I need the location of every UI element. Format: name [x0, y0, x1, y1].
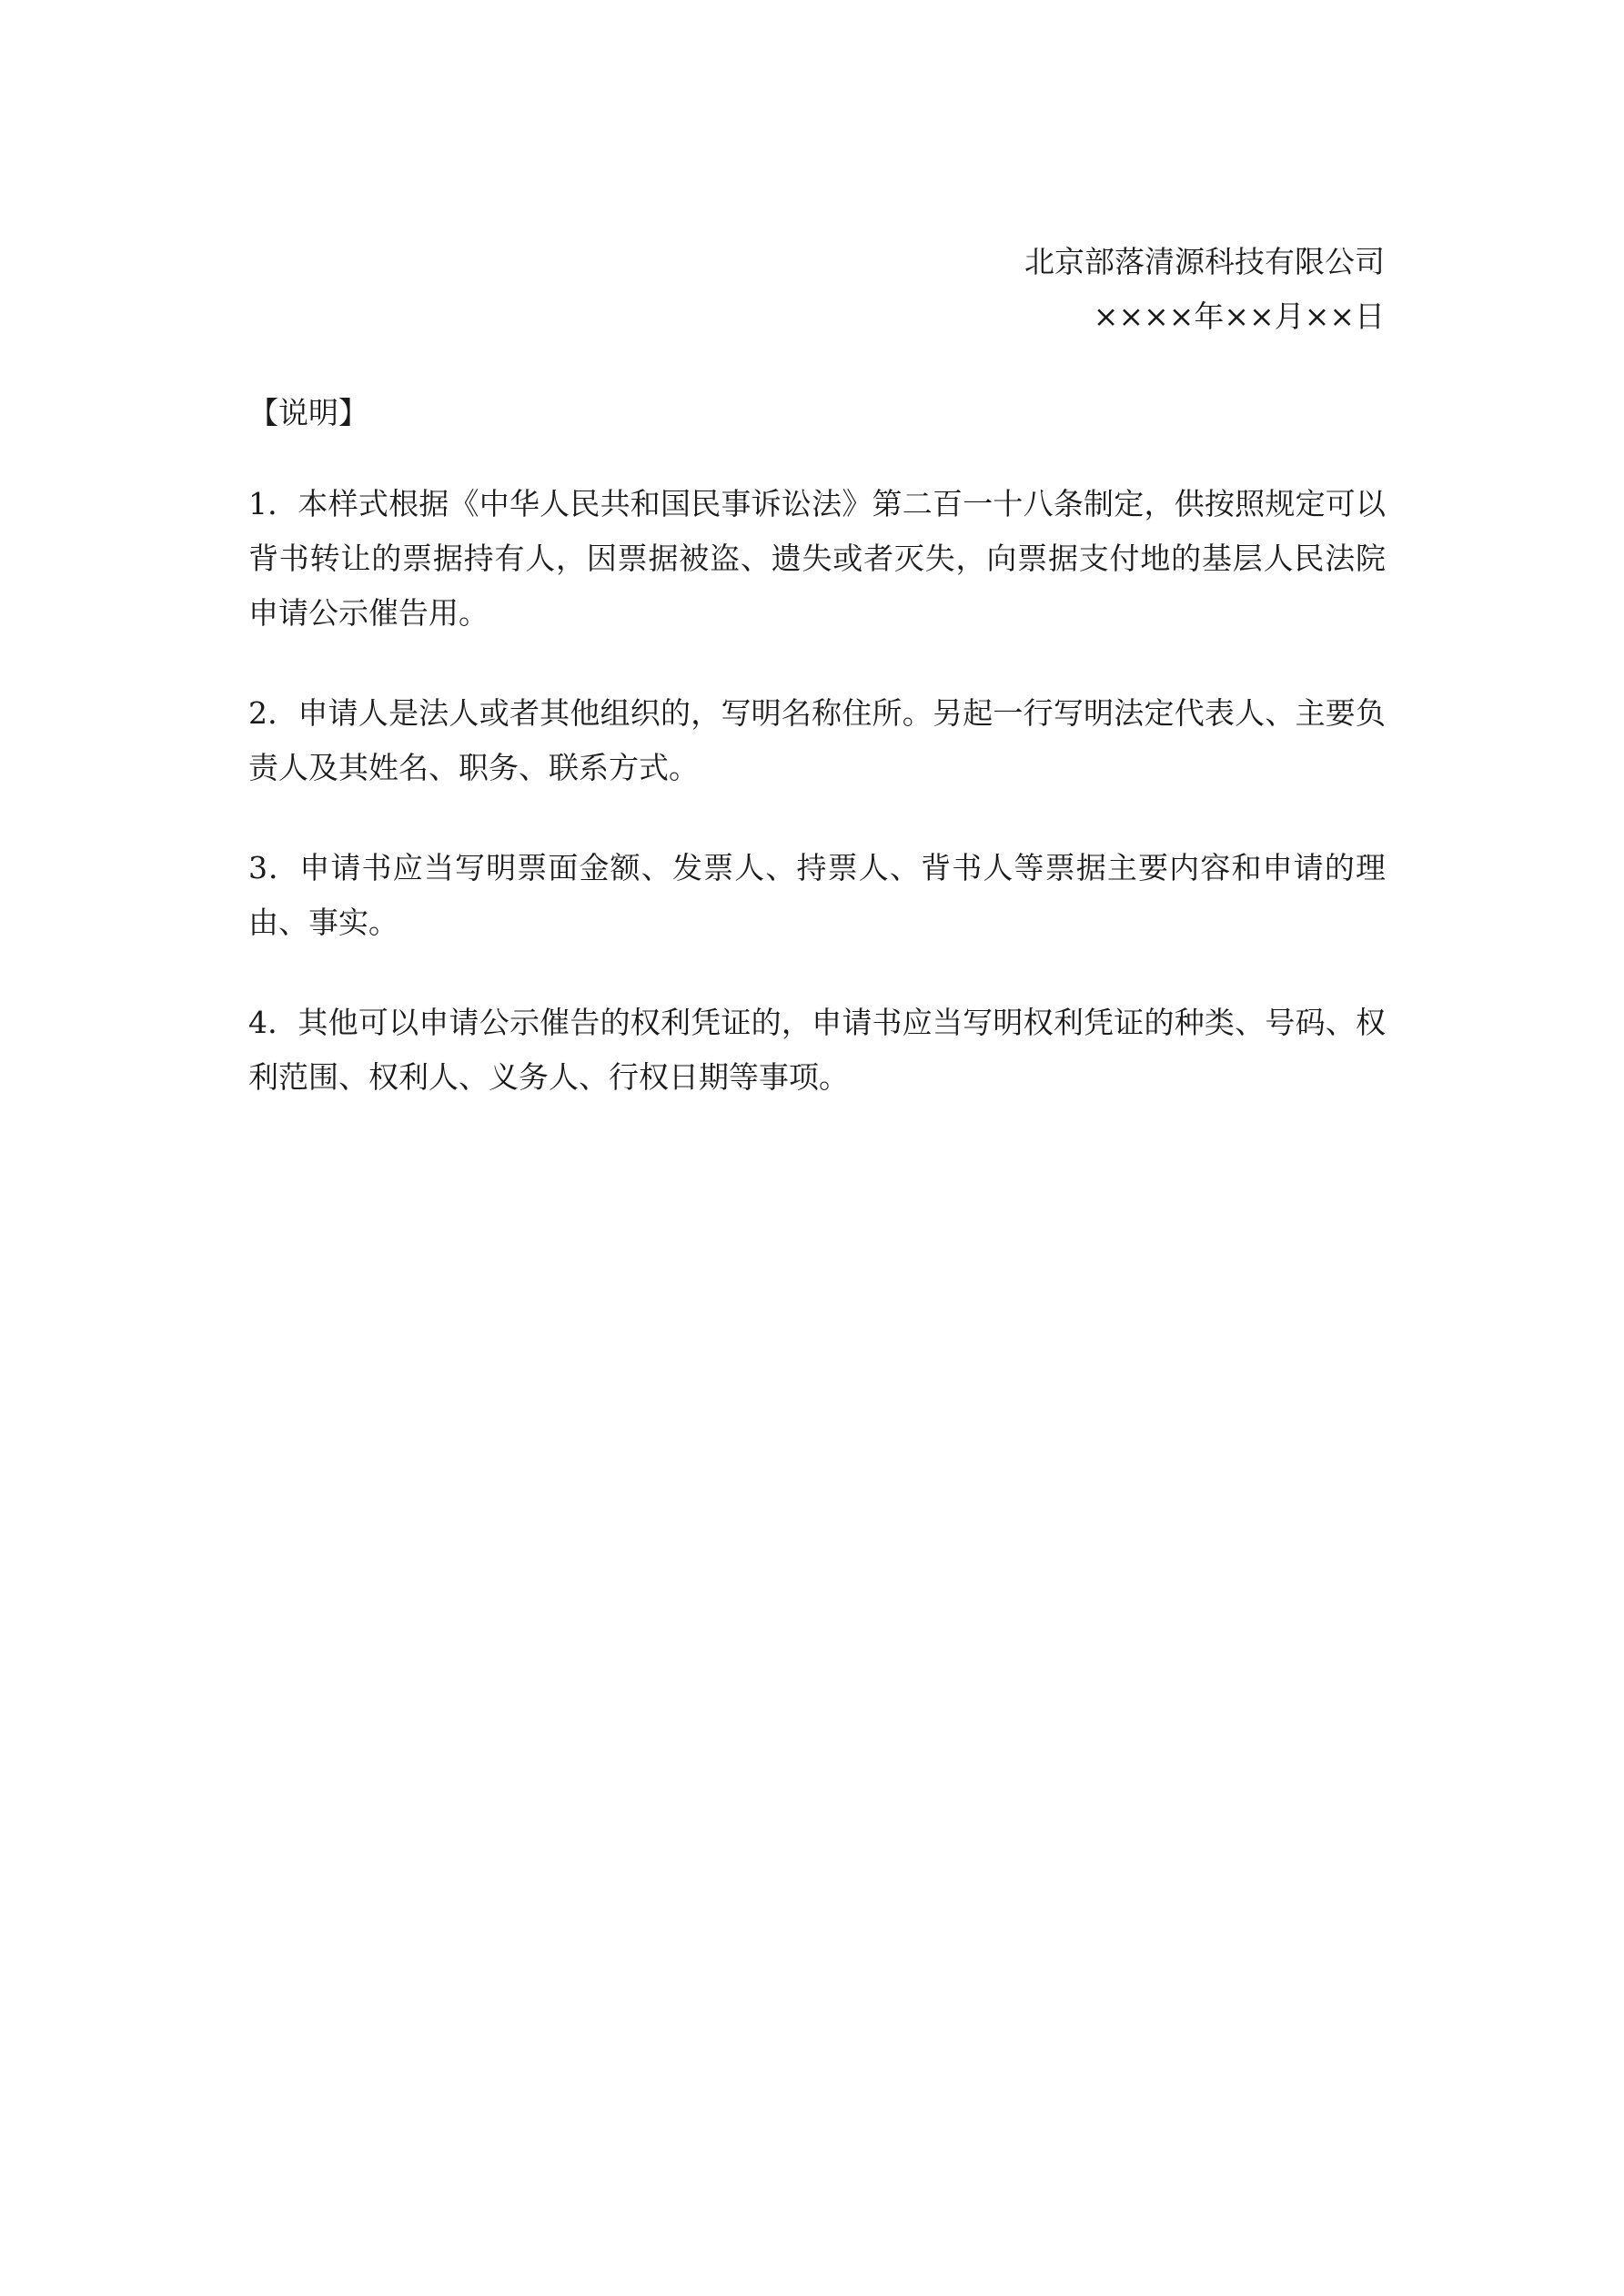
explanation-section	[248, 386, 1386, 1150]
note-item-4: 4．其他可以申请公示催告的权利凭证的，申请书应当写明权利凭证的种类、号码、权利范围、权利人、义务人、行权日期等事项。	[248, 1005, 1386, 1095]
explanation-heading: 【说明】	[248, 395, 368, 430]
signature-date: ××××年××月××日	[1093, 298, 1385, 334]
note-item-3: 3．申请书应当写明票面金额、发票人、持票人、背书人等票据主要内容和申请的理由、事实。	[248, 850, 1386, 940]
company-name: 北京部落清源科技有限公司	[1024, 244, 1385, 279]
signature-block	[1024, 235, 1385, 344]
note-item-1: 1．本样式根据《中华人民共和国民事诉讼法》第二百一十八条制定，供按照规定可以背书转让的票据持有人，因票据被盗、遗失或者灭失，向票据支付地的基层人民法院申请公示催告用。	[248, 486, 1386, 631]
note-item-2: 2．申请人是法人或者其他组织的，写明名称住所。另起一行写明法定代表人、主要负责人及其姓名、职务、联系方式。	[248, 695, 1386, 785]
